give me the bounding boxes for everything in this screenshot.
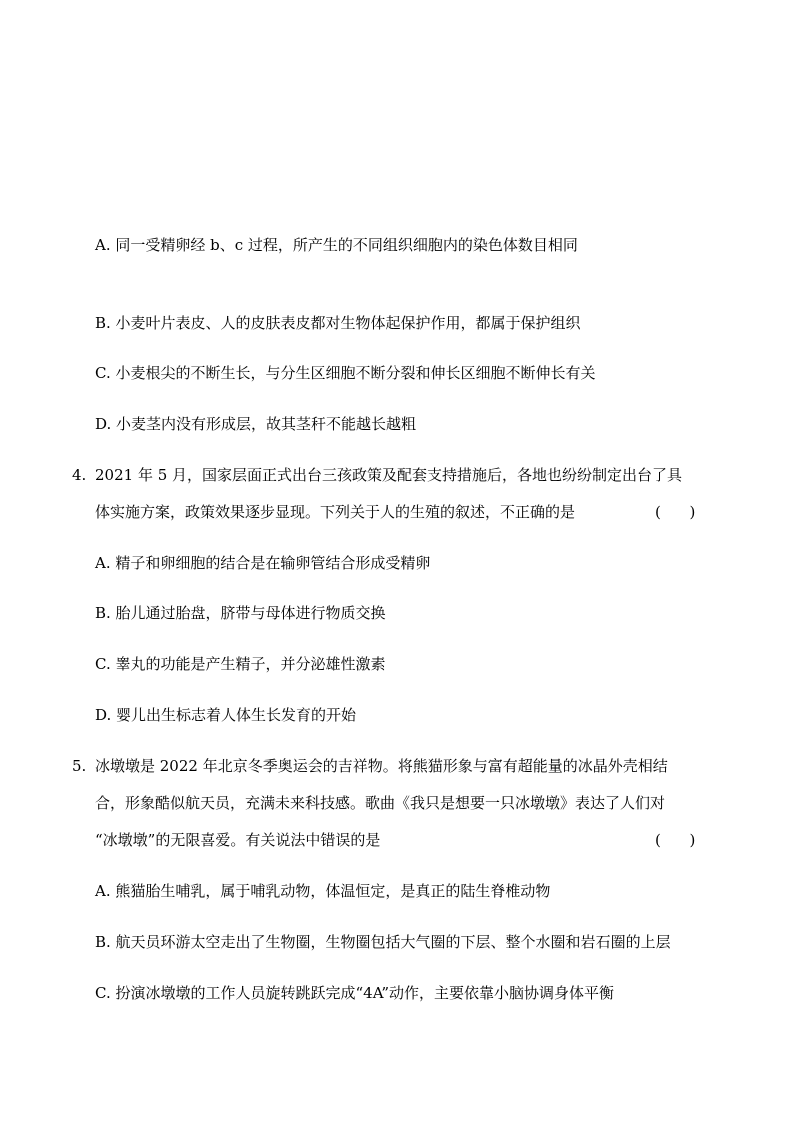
q3-option-a: A. 同一受精卵经 b、c 过程，所产生的不同组织细胞内的染色体数目相同	[95, 236, 578, 254]
q4-option-c: C. 睾丸的功能是产生精子，并分泌雄性激素	[95, 655, 386, 673]
q5-stem-line2: 合，形象酷似航天员，充满未来科技感。歌曲《我只是想要一只冰墩墩》表达了人们对	[95, 794, 666, 812]
q3-option-c: C. 小麦根尖的不断生长，与分生区细胞不断分裂和伸长区细胞不断伸长有关	[95, 364, 596, 382]
q5-option-a: A. 熊猫胎生哺乳，属于哺乳动物，体温恒定，是真正的陆生脊椎动物	[95, 882, 551, 900]
q3-option-d: D. 小麦茎内没有形成层，故其茎秆不能越长越粗	[95, 415, 417, 433]
q4-option-d: D. 婴儿出生标志着人体生长发育的开始	[95, 706, 357, 724]
q4-option-b: B. 胎儿通过胎盘，脐带与母体进行物质交换	[95, 604, 386, 622]
q5-stem-line1: 冰墩墩是 2022 年北京冬季奥运会的吉祥物。将熊猫形象与富有超能量的冰晶外壳相结	[95, 757, 668, 775]
q4-stem-line1: 2021 年 5 月，国家层面正式出台三孩政策及配套支持措施后，各地也纷纷制定出台了具	[95, 466, 683, 484]
q5-number: 5.	[72, 757, 87, 775]
q4-stem-line2: 体实施方案，政策效果逐步显现。下列关于人的生殖的叙述，不正确的是	[95, 503, 576, 521]
q5-stem-line3: “冰墩墩”的无限喜爱。有关说法中错误的是	[95, 831, 381, 849]
q5-answer-paren: ( )	[655, 831, 696, 849]
q4-option-a: A. 精子和卵细胞的结合是在输卵管结合形成受精卵	[95, 554, 431, 572]
q4-answer-paren: ( )	[655, 503, 696, 521]
q3-option-b: B. 小麦叶片表皮、人的皮肤表皮都对生物体起保护作用，都属于保护组织	[95, 314, 581, 332]
q4-number: 4.	[72, 466, 87, 484]
q5-option-b: B. 航天员环游太空走出了生物圈，生物圈包括大气圈的下层、整个水圈和岩石圈的上层	[95, 933, 671, 951]
q5-option-c: C. 扮演冰墩墩的工作人员旋转跳跃完成“4A”动作，主要依靠小脑协调身体平衡	[95, 984, 614, 1002]
